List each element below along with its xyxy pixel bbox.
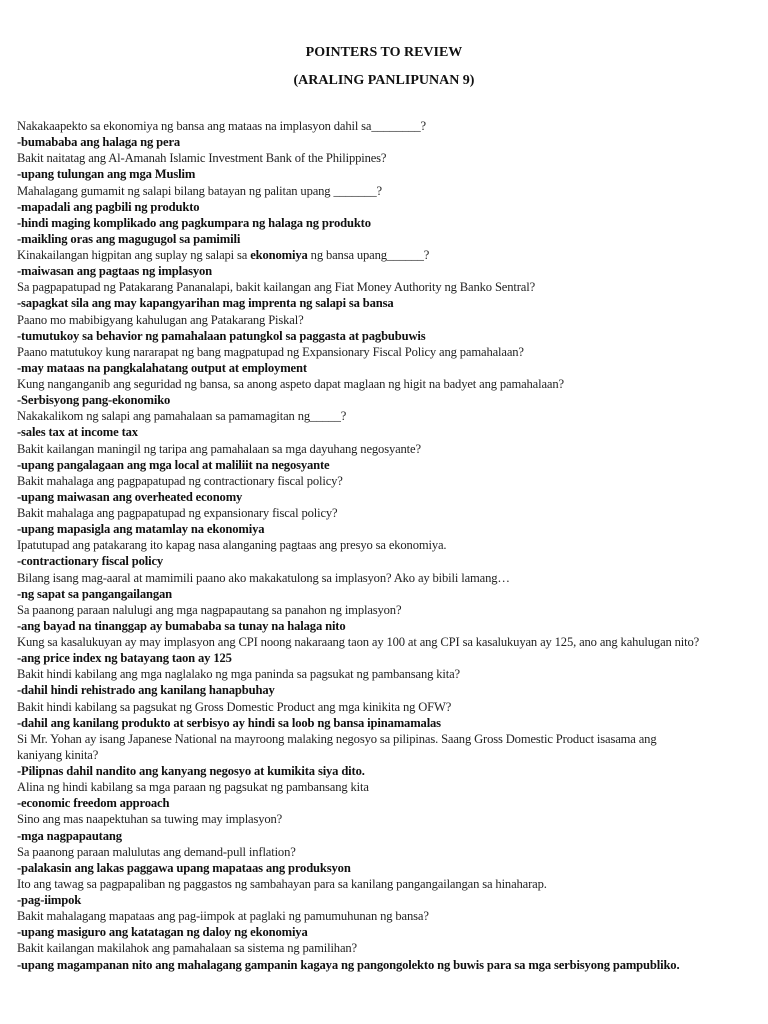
question-line (17, 634, 757, 650)
question-line (17, 408, 757, 424)
answer-text: -upang mapasigla ang matamlay na ekonomiya (17, 522, 265, 537)
question-line (17, 602, 757, 618)
question-text: Bakit naitatag ang Al-Amanah Islamic Investment Bank of the Philippines? (17, 151, 387, 166)
answer-text: -sapagkat sila ang may kapangyarihan mag imprenta ng salapi sa bansa (17, 296, 394, 311)
question-text: Bilang isang mag-aaral at mamimili paano ako makakatulong sa implasyon? Ako ay bibili lamang… (17, 570, 510, 585)
answer-line (17, 263, 757, 279)
question-line (17, 312, 757, 328)
question-line (17, 731, 757, 747)
answer-line (17, 715, 757, 731)
answer-text: -tumutukoy sa behavior ng pamahalaan patungkol sa paggasta at pagbubuwis (17, 328, 426, 343)
answer-text: -contractionary fiscal policy (17, 554, 164, 569)
answer-text: -palakasin ang lakas paggawa upang mapataas ang produksyon (17, 860, 351, 875)
answer-line (17, 424, 757, 440)
question-text: Bakit kailangan maningil ng taripa ang pamahalaan sa mga dayuhang negosyante? (17, 441, 421, 456)
question-line (17, 376, 757, 392)
question-text: Nakakalikom ng salapi ang pamahalaan sa pamamagitan ng_____? (17, 409, 347, 424)
question-text: Ito ang tawag sa pagpapaliban ng paggastos ng sambahayan para sa kanilang pangangailangan sa hinaharap. (17, 876, 547, 891)
answer-line (17, 360, 757, 376)
question-line (17, 118, 757, 134)
question-text: Bakit mahalaga ang pagpapatupad ng expansionary fiscal policy? (17, 506, 338, 520)
question-line (17, 908, 757, 924)
answer-text: -ang price index ng batayang taon ay 125 (17, 651, 232, 666)
answer-line (17, 457, 757, 473)
answer-text: -dahil ang kanilang produkto at serbisyo ay hindi sa loob ng bansa ipinamamalas (17, 715, 441, 730)
answer-line (17, 231, 757, 247)
question-line (17, 441, 757, 457)
question-text: Bakit hindi kabilang sa pagsukat ng Gross Domestic Product ang mga kinikita ng OFW? (17, 699, 452, 714)
answer-text: -upang magampanan nito ang mahalagang gampanin kagaya ng pangongolekto ng buwis para sa mga serbisyong pampubliko. (17, 957, 680, 972)
answer-text: -upang masiguro ang katatagan ng daloy ng ekonomiya (17, 925, 308, 940)
question-line (17, 537, 757, 553)
question-text: Mahalagang gumamit ng salapi bilang batayan ng palitan upang _______? (17, 183, 382, 198)
question-line (17, 844, 757, 860)
answer-line (17, 166, 757, 182)
question-text: Sa paanong paraan nalulugi ang mga nagpapautang sa panahon ng implasyon? (17, 602, 402, 617)
answer-line (17, 134, 757, 150)
answer-text: -may mataas na pangkalahatang output at employment (17, 360, 307, 375)
question-text: Si Mr. Yohan ay isang Japanese National na mayroong malaking negosyo sa pilipinas. Saang Gross Domestic Product isasama ang (17, 731, 657, 746)
answer-text: -maikling oras ang magugugol sa pamimili (17, 231, 241, 246)
answer-text: -dahil hindi rehistrado ang kanilang hanapbuhay (17, 683, 275, 698)
answer-text: -Serbisyong pang-ekonomiko (17, 393, 171, 408)
question-text: Kinakailangan higpitan ang suplay ng salapi sa (17, 248, 251, 262)
answer-line (17, 795, 757, 811)
answer-line (17, 828, 757, 844)
question-line (17, 779, 757, 795)
question-line (17, 150, 757, 166)
question-text: Paano matutukoy kung nararapat ng bang magpatupad ng Expansionary Fiscal Policy ang pamahalaan? (17, 344, 524, 359)
question-line-wrap (17, 747, 757, 763)
question-text: Bakit mahalaga ang pagpapatupad ng contractionary fiscal policy? (17, 473, 343, 488)
question-text: Sa paanong paraan malulutas ang demand-pull inflation? (17, 844, 296, 859)
answer-line (17, 328, 757, 344)
question-line (17, 183, 757, 199)
answer-text: -ng sapat sa pangangailangan (17, 586, 173, 601)
question-line (17, 811, 757, 827)
answer-text: -mapadali ang pagbili ng produkto (17, 199, 200, 214)
answer-text: -mga nagpapautang (17, 828, 122, 843)
question-text: Bakit kailangan makilahok ang pamahalaan sa sistema ng pamilihan? (17, 941, 357, 956)
answer-text: -bumababa ang halaga ng pera (17, 135, 181, 150)
answer-line (17, 860, 757, 876)
review-list (17, 118, 757, 973)
answer-line (17, 521, 757, 537)
answer-text: -upang pangalagaan ang mga local at maliliit na negosyante (17, 457, 330, 472)
question-line (17, 505, 757, 521)
question-text: Kung sa kasalukuyan ay may implasyon ang CPI noong nakaraang taon ay 100 at ang CPI sa kasalukuyan ay 125, ano ang kahulugan nito? (17, 635, 700, 649)
answer-text: -Pilipnas dahil nandito ang kanyang negosyo at kumikita siya dito. (17, 764, 365, 778)
answer-line (17, 957, 757, 973)
answer-line (17, 553, 757, 569)
question-line (17, 473, 757, 489)
answer-text: -upang tulungan ang mga Muslim (17, 167, 196, 182)
answer-line (17, 924, 757, 940)
answer-line (17, 586, 757, 602)
question-line (17, 666, 757, 682)
answer-text: -economic freedom approach (17, 796, 170, 811)
answer-line (17, 618, 757, 634)
question-text: Bakit mahalagang mapataas ang pag-iimpok at paglaki ng pamumuhunan ng bansa? (17, 909, 429, 924)
answer-line (17, 199, 757, 215)
question-text: Bakit hindi kabilang ang mga naglalako ng mga paninda sa pagsukat ng pambansang kita? (17, 667, 460, 682)
emphasized-word: ekonomiya (250, 248, 308, 262)
answer-text: -sales tax at income tax (17, 425, 138, 440)
answer-text: -upang maiwasan ang overheated economy (17, 489, 243, 504)
question-line (17, 876, 757, 892)
answer-text: -maiwasan ang pagtaas ng implasyon (17, 264, 213, 279)
answer-text: -ang bayad na tinanggap ay bumababa sa tunay na halaga nito (17, 618, 346, 633)
document-title: POINTERS TO REVIEW (305, 45, 463, 60)
answer-line (17, 682, 757, 698)
document-subtitle: (ARALING PANLIPUNAN 9) (293, 73, 475, 88)
answer-line (17, 215, 757, 231)
answer-line (17, 763, 757, 779)
question-line (17, 344, 757, 360)
question-text: Alina ng hindi kabilang sa mga paraan ng pagsukat ng pambansang kita (17, 780, 369, 795)
answer-line (17, 650, 757, 666)
question-text: Nakakaapekto sa ekonomiya ng bansa ang mataas na implasyon dahil sa________? (17, 119, 426, 133)
question-line (17, 279, 757, 295)
question-line (17, 699, 757, 715)
answer-line (17, 295, 757, 311)
question-text-continued: kaniyang kinita? (17, 747, 99, 762)
question-text: Sa pagpapatupad ng Patakarang Pananalapi, bakit kailangan ang Fiat Money Authority ng Banko Sentral? (17, 280, 536, 295)
question-text: Paano mo mabibigyang kahulugan ang Patakarang Piskal? (17, 312, 304, 327)
question-text-continued: ng bansa upang______? (307, 248, 430, 262)
answer-line (17, 489, 757, 505)
question-text: Kung nanganganib ang seguridad ng bansa, sa anong aspeto dapat maglaan ng higit na badyet ang pamahalaan? (17, 377, 564, 391)
question-text: Sino ang mas naapektuhan sa tuwing may implasyon? (17, 812, 283, 827)
question-text: Ipatutupad ang patakarang ito kapag nasa alanganing pagtaas ang presyo sa ekonomiya. (17, 538, 447, 553)
answer-line (17, 892, 757, 908)
question-line (17, 570, 757, 586)
question-line (17, 940, 757, 956)
answer-text: -hindi maging komplikado ang pagkumpara ng halaga ng produkto (17, 215, 371, 230)
question-line (17, 247, 757, 263)
answer-line (17, 392, 757, 408)
answer-text: -pag-iimpok (17, 893, 82, 907)
